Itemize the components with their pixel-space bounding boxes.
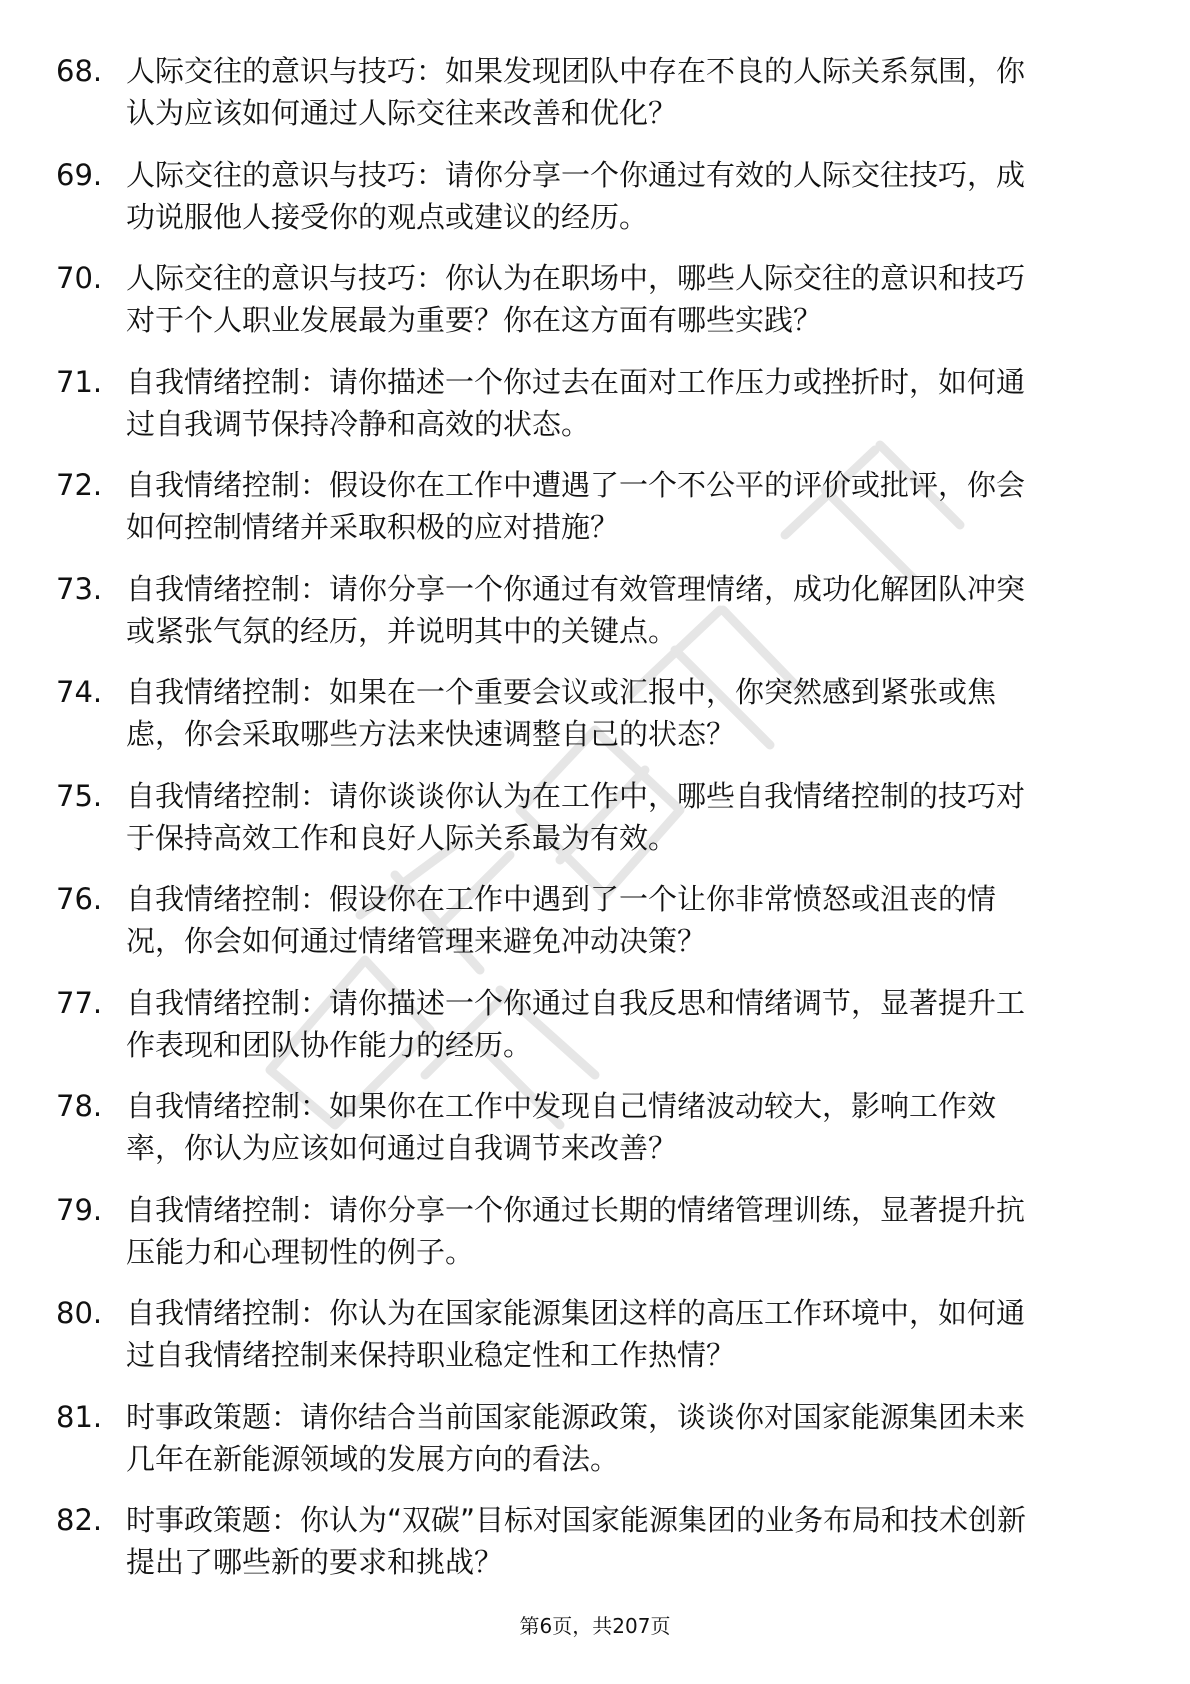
question-text: 自我情绪控制：请你分享一个你通过有效管理情绪，成功化解团队冲突或紧张气氛的经历，并说明其中的关键点。 (126, 571, 1026, 648)
question-number: 73. (56, 571, 103, 606)
question-number: 81. (56, 1399, 103, 1434)
question-item (56, 1085, 1106, 1189)
question-number: 82. (56, 1503, 103, 1537)
question-item (56, 257, 1106, 361)
question-number: 74. (56, 675, 103, 709)
question-item (56, 1396, 1106, 1500)
question-item (56, 775, 1106, 879)
question-number: 70. (56, 261, 103, 295)
question-number: 78. (56, 1089, 103, 1123)
question-text: 自我情绪控制：请你分享一个你通过长期的情绪管理训练，显著提升抗压能力和心理韧性的例子。 (126, 1192, 1026, 1269)
question-item (56, 568, 1106, 672)
question-text: 人际交往的意识与技巧：请你分享一个你通过有效的人际交往技巧，成功说服他人接受你的观点或建议的经历。 (126, 157, 1026, 234)
question-item (56, 1499, 1106, 1603)
question-text: 自我情绪控制：假设你在工作中遭遇了一个不公平的评价或批评，你会如何控制情绪并采取积极的应对措施？ (126, 468, 1026, 544)
question-number: 79. (56, 1192, 103, 1227)
question-number: 80. (56, 1296, 103, 1330)
question-item (56, 1189, 1106, 1293)
question-text: 自我情绪控制：如果你在工作中发现自己情绪波动较大，影响工作效率，你认为应该如何通过自我调节来改善？ (126, 1089, 997, 1165)
question-text: 自我情绪控制：请你描述一个你过去在面对工作压力或挫折时，如何通过自我调节保持冷静和高效的状态。 (126, 364, 1026, 441)
question-item (56, 671, 1106, 775)
question-number: 69. (56, 157, 103, 192)
question-text: 自我情绪控制：假设你在工作中遇到了一个让你非常愤怒或沮丧的情况，你会如何通过情绪管理来避免冲动决策？ (126, 882, 997, 958)
question-text: 自我情绪控制：你认为在国家能源集团这样的高压工作环境中，如何通过自我情绪控制来保持职业稳定性和工作热情？ (126, 1296, 1026, 1372)
question-number: 77. (56, 985, 103, 1020)
question-number: 76. (56, 882, 103, 916)
question-item (56, 361, 1106, 465)
question-item (56, 878, 1106, 982)
question-text: 自我情绪控制：请你谈谈你认为在工作中，哪些自我情绪控制的技巧对于保持高效工作和良好人际关系最为有效。 (126, 778, 1026, 855)
question-text: 人际交往的意识与技巧：如果发现团队中存在不良的人际关系氛围，你认为应该如何通过人际交往来改善和优化？ (126, 54, 1026, 130)
question-item (56, 1292, 1106, 1396)
question-text: 人际交往的意识与技巧：你认为在职场中，哪些人际交往的意识和技巧对于个人职业发展最为重要？你在这方面有哪些实践？ (126, 261, 1026, 337)
question-list (56, 50, 1106, 1603)
question-text: 自我情绪控制：请你描述一个你通过自我反思和情绪调节，显著提升工作表现和团队协作能力的经历。 (126, 985, 1026, 1062)
question-item (56, 50, 1106, 154)
question-number: 72. (56, 468, 103, 502)
question-number: 75. (56, 778, 103, 813)
question-text: 时事政策题：你认为“双碳”目标对国家能源集团的业务布局和技术创新提出了哪些新的要求和挑战？ (126, 1503, 1027, 1579)
question-number: 68. (56, 54, 103, 88)
question-number: 71. (56, 364, 103, 399)
question-text: 时事政策题：请你结合当前国家能源政策，谈谈你对国家能源集团未来几年在新能源领域的发展方向的看法。 (126, 1399, 1026, 1476)
page-number-footer: 第6页，共207页 (519, 1614, 671, 1638)
question-item (56, 464, 1106, 568)
question-text: 自我情绪控制：如果在一个重要会议或汇报中，你突然感到紧张或焦虑，你会采取哪些方法来快速调整自己的状态？ (126, 675, 997, 751)
question-item (56, 982, 1106, 1086)
question-item (56, 154, 1106, 258)
